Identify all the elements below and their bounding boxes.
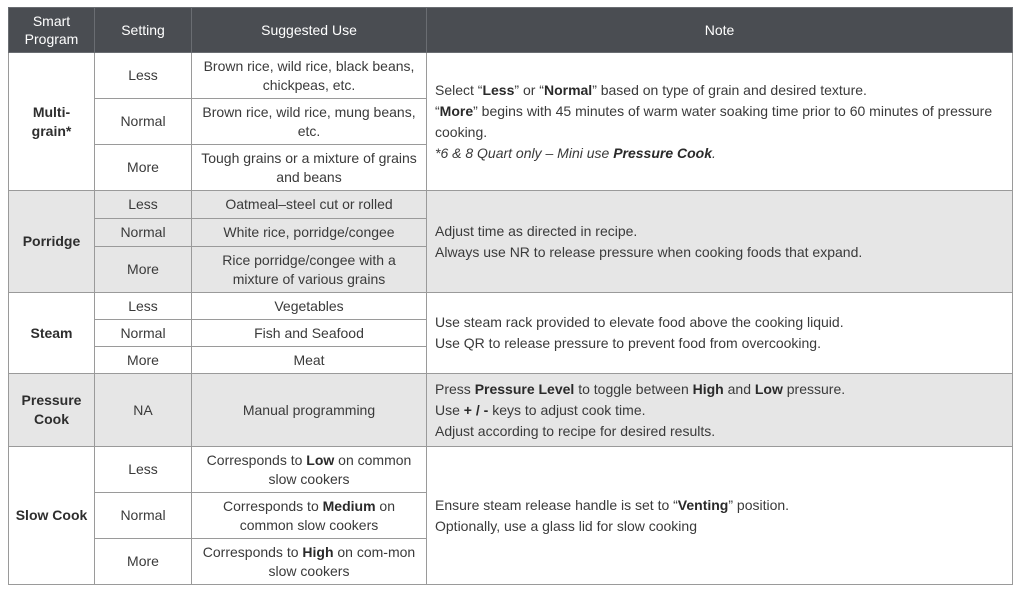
note-line: Use + / - keys to adjust cook time.: [435, 401, 646, 418]
suggested-use-cell: Corresponds to Low on common slow cookers: [192, 447, 427, 493]
note-line: Use steam rack provided to elevate food above the cooking liquid.: [435, 314, 844, 330]
suggested-use-cell: Corresponds to Medium on common slow cookers: [192, 493, 427, 539]
suggested-use-cell: Manual programming: [192, 374, 427, 447]
header-note: Note: [427, 8, 1013, 53]
suggested-use-cell: Vegetables: [192, 293, 427, 320]
suggested-use-cell: Fish and Seafood: [192, 320, 427, 347]
suggested-use-cell: Brown rice, wild rice, mung beans, etc.: [192, 99, 427, 145]
suggested-use-cell: White rice, porridge/congee: [192, 219, 427, 247]
program-steam: Steam: [9, 293, 95, 374]
note-line: “More” begins with 45 minutes of warm water soaking time prior to 60 minutes of pressure cooking.: [435, 102, 993, 140]
setting-cell: Less: [95, 53, 192, 99]
header-smart-program: Smart Program: [9, 8, 95, 53]
setting-cell: Normal: [95, 99, 192, 145]
setting-cell: More: [95, 347, 192, 374]
setting-cell: More: [95, 145, 192, 191]
setting-cell: Less: [95, 293, 192, 320]
note-line: *6 & 8 Quart only – Mini use Pressure Cook.: [435, 144, 716, 161]
setting-cell: Normal: [95, 219, 192, 247]
note-line: Optionally, use a glass lid for slow cooking: [435, 517, 697, 534]
table-row-multigrain-less: [9, 53, 1013, 99]
table-header-row: [9, 8, 1013, 53]
table-row-slow-cook-less: [9, 447, 1013, 493]
note-line: Always use NR to release pressure when cooking foods that expand.: [435, 243, 863, 260]
table-row-porridge-less: [9, 191, 1013, 219]
suggested-use-cell: Rice porridge/congee with a mixture of various grains: [192, 247, 427, 293]
setting-cell: Less: [95, 191, 192, 219]
suggested-use-cell: Oatmeal–steel cut or rolled: [192, 191, 427, 219]
setting-cell: Less: [95, 447, 192, 493]
setting-cell: More: [95, 539, 192, 585]
smart-program-table: [8, 7, 1013, 585]
suggested-use-cell: Meat: [192, 347, 427, 374]
note-line: Ensure steam release handle is set to “Venting” position.: [435, 496, 790, 513]
suggested-use-cell: Brown rice, wild rice, black beans, chickpeas, etc.: [192, 53, 427, 99]
note-line: Press Pressure Level to toggle between High and Low pressure.: [435, 380, 846, 397]
table-row-steam-less: [9, 293, 1013, 320]
header-suggested-use: Suggested Use: [192, 8, 427, 53]
setting-cell: More: [95, 247, 192, 293]
note-line: Use QR to release pressure to prevent food from overcooking.: [435, 335, 821, 351]
program-slow-cook: Slow Cook: [9, 447, 95, 585]
setting-cell: Normal: [95, 320, 192, 347]
note-line: Adjust time as directed in recipe.: [435, 222, 638, 239]
note-steam: [427, 293, 1013, 374]
note-porridge: [427, 191, 1013, 293]
setting-cell: NA: [95, 374, 192, 447]
smart-program-table-container: [8, 7, 1012, 585]
suggested-use-cell: Corresponds to High on com-mon slow cookers: [192, 539, 427, 585]
note-line: Adjust according to recipe for desired results.: [435, 422, 716, 439]
note-pressure-cook: [427, 374, 1013, 447]
program-pressure-cook: Pressure Cook: [9, 374, 95, 447]
header-setting: Setting: [95, 8, 192, 53]
table-row-pressure-cook: [9, 374, 1013, 447]
note-multigrain: [427, 53, 1013, 191]
suggested-use-cell: Tough grains or a mixture of grains and beans: [192, 145, 427, 191]
note-slow-cook: [427, 447, 1013, 585]
program-porridge: Porridge: [9, 191, 95, 293]
note-line: Select “Less” or “Normal” based on type of grain and desired texture.: [435, 81, 867, 98]
setting-cell: Normal: [95, 493, 192, 539]
program-multigrain: Multi-grain*: [9, 53, 95, 191]
